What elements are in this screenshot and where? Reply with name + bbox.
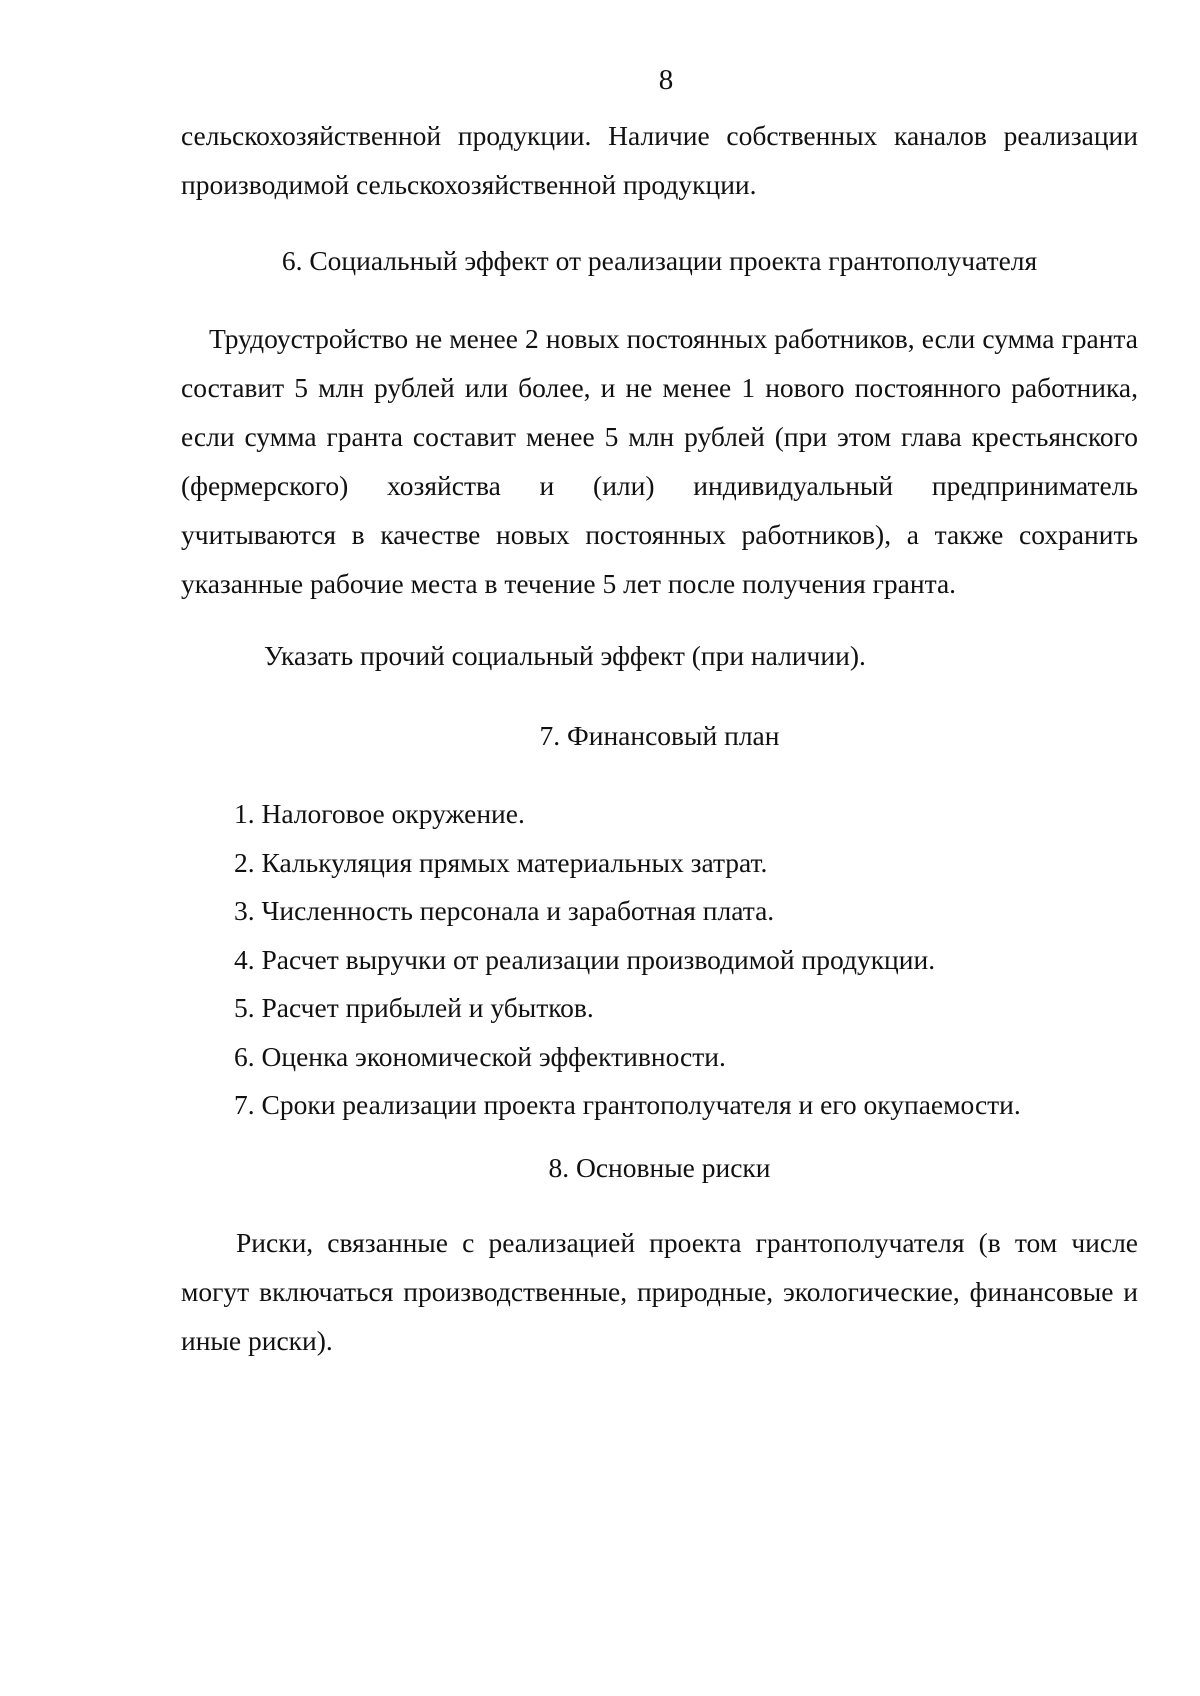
intro-paragraph: сельскохозяйственной продукции. Наличие собственных каналов реализации производимой сельскохозяйственной продукции. [181,120,1138,200]
section-6-heading: 6. Социальный эффект от реализации проекта грантополучателя [281,245,1038,276]
section-8-heading: 8. Основные риски [548,1152,771,1183]
list-item: 6. Оценка экономической эффективности. [234,1040,726,1072]
list-item: 5. Расчет прибылей и убытков. [234,992,594,1023]
page-number: 8 [658,64,674,96]
financial-plan-list [234,796,1138,1136]
section-6-note: Указать прочий социальный эффект (при наличии). [264,640,866,671]
section-8-paragraph: Риски, связанные с реализацией проекта грантополучателя (в том числе могут включаться производственные, природные, экологические, финансовые и иные риски). [181,1227,1138,1356]
list-item: 4. Расчет выручки от реализации производимой продукции. [234,943,936,975]
list-item: 3. Численность персонала и заработная плата. [234,895,775,926]
list-item: 1. Налоговое окружение. [234,798,525,829]
list-item: 7. Сроки реализации проекта грантополучателя и его окупаемости. [234,1089,1021,1120]
section-6-paragraph: Трудоустройство не менее 2 новых постоянных работников, если сумма гранта составит 5 млн рублей или более, и не менее 1 нового постоянного работника, если сумма гранта составит менее 5 млн рублей (при этом глава крестьянского (фермерского) хозяйства и (или) индивидуальный предприниматель учитываются в качестве новых постоянных работников), а также сохранить указанные рабочие места в течение 5 лет после получения гранта. [181,323,1138,599]
list-item: 2. Калькуляция прямых материальных затрат. [234,846,768,878]
section-7-heading: 7. Финансовый план [539,720,780,751]
